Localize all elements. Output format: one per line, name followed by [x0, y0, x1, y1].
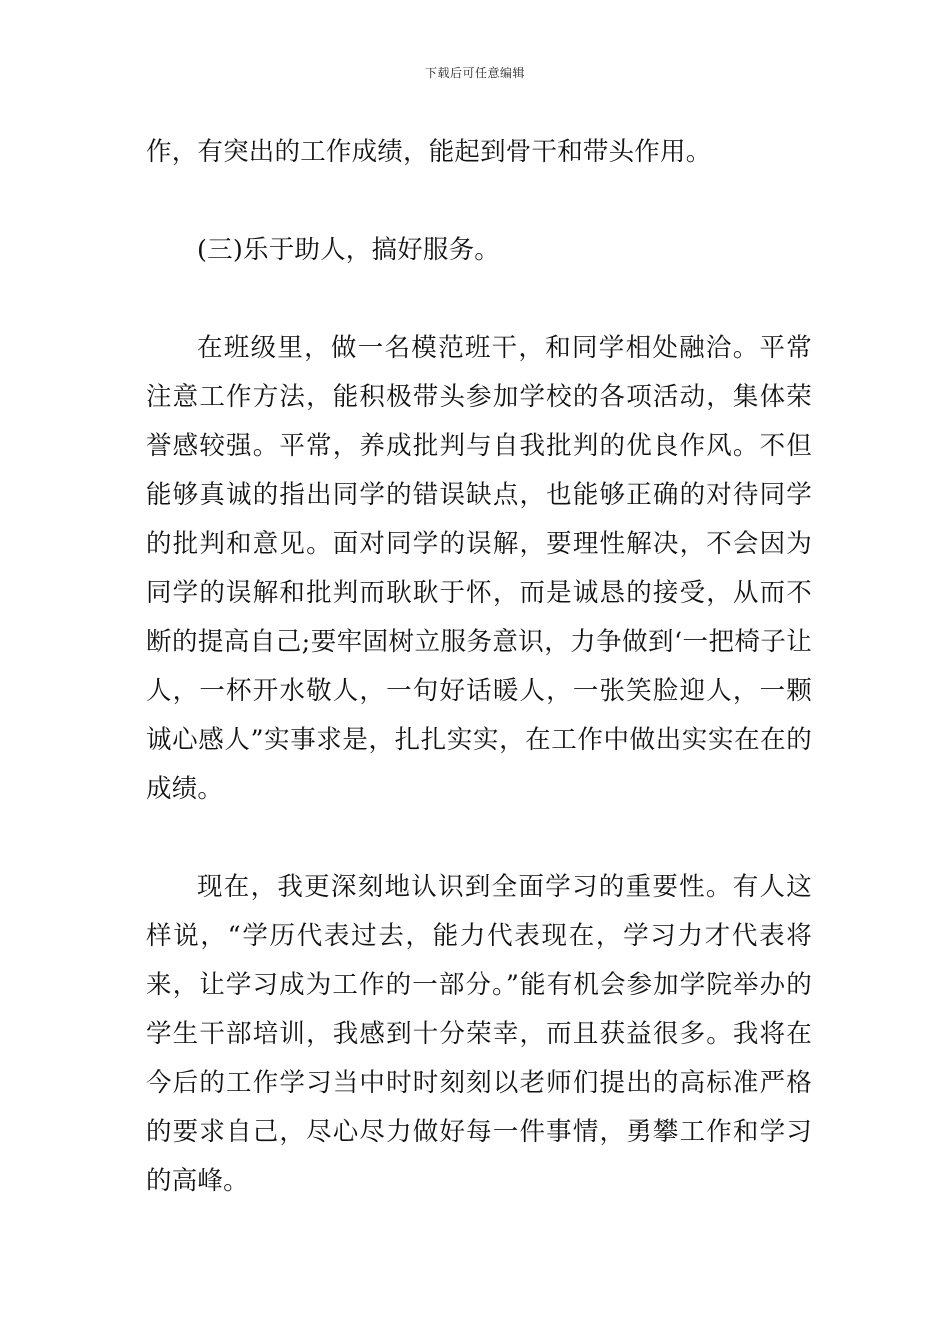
section-heading: (三)乐于助人，搞好服务。: [197, 235, 500, 265]
paragraph-service: 在班级里，做一名模范班干，和同学相处融洽。平常注意工作方法，能积极带头参加学校的各项活动，集体荣誉感较强。平常，养成批判与自我批判的优良作风。不但能够真诚的指出同学的错误缺点，也能够正确的对待同学的批判和意见。面对同学的误解，要理性解决，不会因为同学的误解和批判而耿耿于怀，而是诚恳的接受，从而不断的提高自己;要牢固树立服务意识，力争做到‘一把椅子让人，一杯开水敬人，一句好话暖人，一张笑脸迎人，一颗诚心感人”实事求是，扎扎实实，在工作中做出实实在在的成绩。: [146, 333, 812, 804]
header-note: 下载后可任意编辑: [424, 66, 525, 80]
paragraph-continuation: 作，有突出的工作成绩，能起到骨干和带头作用。: [146, 137, 712, 167]
document-body: [146, 128, 812, 1206]
paragraph-learning: 现在，我更深刻地认识到全面学习的重要性。有人这样说，“学历代表过去，能力代表现在，学习力才代表将来，让学习成为工作的一部分。”能有机会参加学院举办的学生干部培训，我感到十分荣幸，而且获益很多。我将在今后的工作学习当中时时刻刻以老师们提出的高标准严格的要求自己，尽心尽力做好每一件事情，勇攀工作和学习的高峰。: [146, 872, 812, 1196]
